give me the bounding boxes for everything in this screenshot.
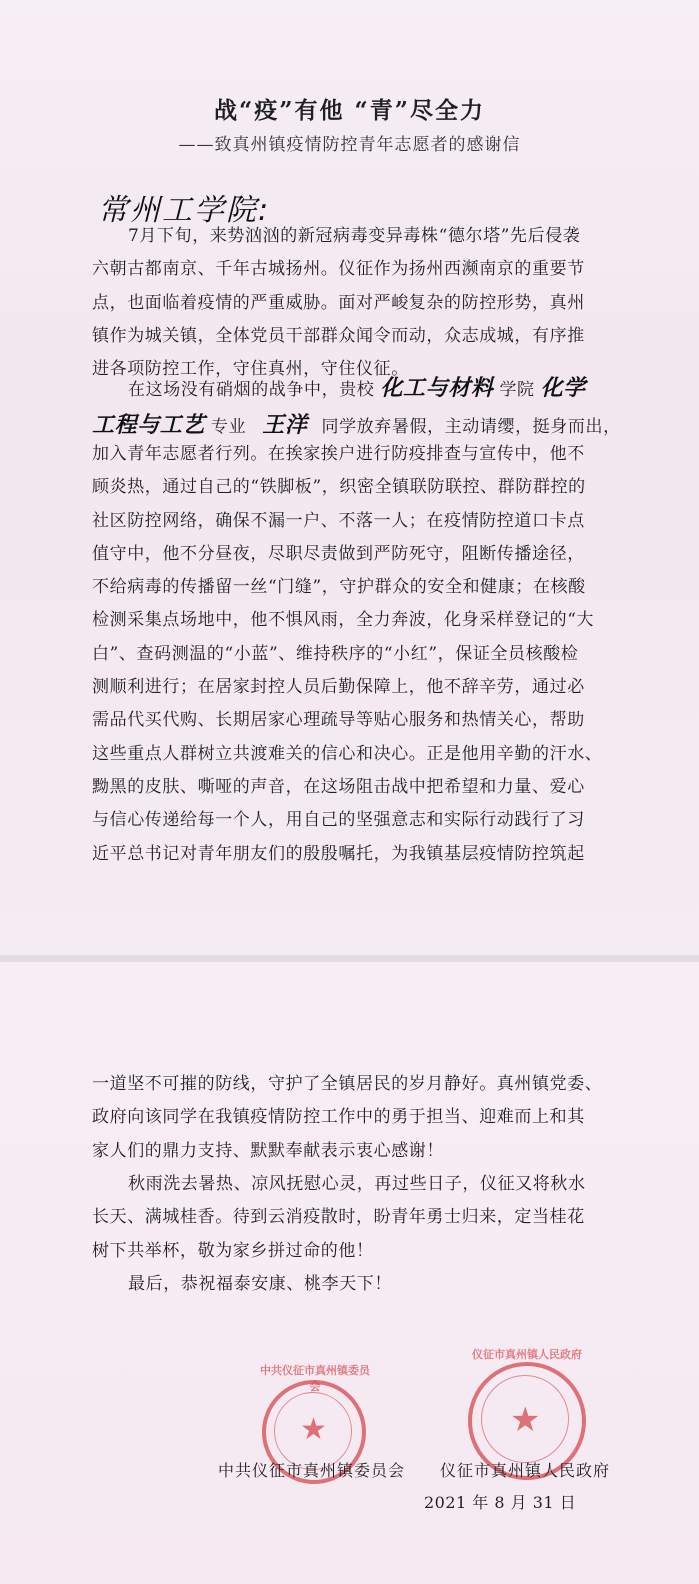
text-line: 点，也面临着疫情的严重威胁。面对严峻复杂的防控形势，真州 bbox=[92, 292, 585, 313]
paragraph-2 bbox=[92, 372, 652, 443]
text-line: 不给病毒的传播留一丝“门缝”，守护群众的安全和健康；在核酸 bbox=[92, 577, 586, 598]
text-line: 六朝古都南京、千年古城扬州。仪征作为扬州西濒南京的重要节 bbox=[92, 259, 585, 280]
text-line: 黝黑的皮肤、嘶哑的声音，在这场阻击战中把希望和力量、爱心 bbox=[92, 776, 585, 797]
page-gap bbox=[0, 955, 699, 962]
star-icon: ★ bbox=[300, 1412, 327, 1447]
star-icon: ★ bbox=[510, 1400, 541, 1440]
text-line: 进各项防控工作，守住真州，守住仪征。 bbox=[92, 359, 409, 380]
text-line: 顾炎热，通过自己的“铁脚板”，织密全镇联防联控、群防群控的 bbox=[92, 477, 586, 498]
signer-town-government: 仪征市真州镇人民政府 bbox=[440, 1461, 611, 1480]
text-line: 政府向该同学在我镇疫情防控工作中的勇于担当、迎难而上和其 bbox=[92, 1107, 585, 1128]
text-line: 加入青年志愿者行列。在挨家挨户进行防疫排查与宣传中，他不 bbox=[92, 444, 585, 464]
text-line: 长天、满城桂香。待到云消疫散时，盼青年勇士归来，定当桂花 bbox=[92, 1207, 585, 1228]
text-line: 白”、查码测温的“小蓝”、维持秩序的“小红”，保证全员核酸检 bbox=[92, 643, 579, 664]
closing-paragraph bbox=[92, 1268, 652, 1301]
text-span: 同学放弃暑假，主动请缨，挺身而出， bbox=[321, 417, 621, 438]
paragraph-3 bbox=[92, 1068, 652, 1168]
seal-1-text: 中共仪征市真州镇委员会 bbox=[260, 1364, 370, 1393]
text-span: 专业 bbox=[211, 417, 247, 438]
text-line: 社区防控网络，确保不漏一户、不落一人；在疫情防控道口卡点 bbox=[92, 510, 585, 531]
text-line: 与信心传递给每一个人，用自己的坚强意志和实际行动践行了习 bbox=[92, 810, 585, 831]
paragraph-4 bbox=[92, 1168, 652, 1268]
letter-subtitle: ——致真州镇疫情防控青年志愿者的感谢信 bbox=[178, 135, 521, 155]
letter-date: 2021 年 8 月 31 日 bbox=[424, 1493, 577, 1512]
handwritten-salutation: 常州工学院: bbox=[98, 193, 271, 228]
text-span: 在这场没有硝烟的战争中，贵校 bbox=[128, 380, 375, 400]
text-line: 近平总书记对青年朋友们的殷殷嘱托，为我镇基层疫情防控筑起 bbox=[92, 843, 585, 864]
text-line: 值守中，他不分昼夜，尽职尽责做到严防死守，阻断传播途径， bbox=[92, 543, 585, 564]
text-line: 镇作为城关镇，全体党员干部群众闻令而动，众志成城，有序推 bbox=[92, 325, 585, 346]
text-line: 家人们的鼎力支持、默默奉献表示衷心感谢！ bbox=[92, 1140, 444, 1161]
paragraph-1 bbox=[92, 220, 652, 386]
text-line: 7月下旬，来势汹汹的新冠病毒变异毒株“德尔塔”先后侵袭 bbox=[128, 226, 581, 246]
handwritten-major-part-b: 工程与工艺 bbox=[92, 413, 206, 439]
text-line: 需品代买代购、长期居家心理疏导等贴心服务和热情关心，帮助 bbox=[92, 710, 585, 731]
text-line: 秋雨洗去暑热、凉风抚慰心灵，再过些日子，仪征又将秋水 bbox=[128, 1174, 586, 1194]
text-line bbox=[92, 372, 652, 405]
letter-page-2 bbox=[0, 962, 699, 1584]
handwritten-college: 化工与材料 bbox=[380, 376, 494, 401]
closing-line: 最后，恭祝福泰安康、桃李天下！ bbox=[128, 1274, 392, 1294]
text-line: 这些重点人群树立共渡难关的信心和决心。正是他用辛勤的汗水、 bbox=[92, 743, 603, 764]
seal-2-text: 仪征市真州镇人民政府 bbox=[472, 1348, 582, 1361]
text-line: 一道坚不可摧的防线，守护了全镇居民的岁月静好。真州镇党委、 bbox=[92, 1074, 603, 1094]
handwritten-student-name: 王洋 bbox=[262, 413, 308, 439]
signer-party-committee: 中共仪征市真州镇委员会 bbox=[218, 1461, 406, 1480]
text-line: 树下共举杯，敬为家乡拼过命的他！ bbox=[92, 1240, 374, 1261]
text-span: 学院 bbox=[499, 380, 535, 400]
handwritten-major-part-a: 化学 bbox=[540, 376, 586, 401]
letter-title: 战“疫”有他 “青”尽全力 bbox=[214, 97, 485, 124]
text-line: 检测采集点场地中，他不惧风雨，全力奔波，化身采样登记的“大 bbox=[92, 610, 595, 631]
text-line: 测顺利进行；在居家封控人员后勤保障上，他不辞辛劳，通过必 bbox=[92, 677, 585, 698]
paragraph-2-body bbox=[92, 438, 652, 871]
